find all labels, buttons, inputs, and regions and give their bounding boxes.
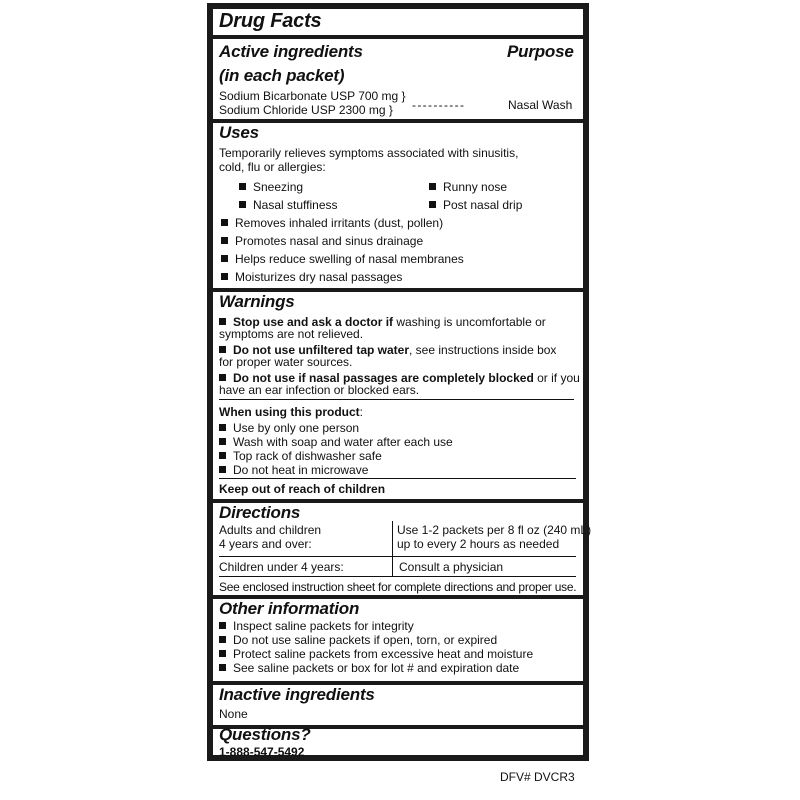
directions-note: See enclosed instruction sheet for complete directions and proper use. bbox=[219, 580, 577, 594]
other-information-heading: Other information bbox=[219, 599, 360, 618]
inactive-ingredients-text: None bbox=[219, 707, 248, 721]
bullet-icon bbox=[221, 219, 228, 226]
questions-heading: Questions? bbox=[219, 725, 311, 744]
ingredient-sodium-chloride: Sodium Chloride USP 2300 mg } bbox=[219, 103, 393, 117]
bullet-icon bbox=[429, 183, 436, 190]
drug-facts-panel bbox=[207, 3, 592, 761]
list-item: Nasal stuffiness bbox=[239, 198, 338, 212]
bullet-icon bbox=[429, 201, 436, 208]
directions-adults-label-line1: Adults and children bbox=[219, 523, 322, 537]
ingredient-sodium-bicarbonate: Sodium Bicarbonate USP 700 mg } bbox=[219, 89, 406, 103]
list-item: Runny nose bbox=[429, 180, 507, 194]
warnings-section bbox=[213, 292, 583, 499]
warning-stop-use-line2: symptoms are not relieved. bbox=[219, 327, 364, 341]
bullet-icon bbox=[221, 273, 228, 280]
warning-tap-water: Do not use unfiltered tap water, see instructions inside box bbox=[219, 343, 556, 357]
keep-out-of-reach: Keep out of reach of children bbox=[219, 482, 386, 496]
list-item: Use by only one person bbox=[219, 421, 359, 435]
list-item: Inspect saline packets for integrity bbox=[219, 619, 414, 633]
dfv-code: DFV# DVCR3 bbox=[500, 770, 575, 784]
uses-heading: Uses bbox=[219, 123, 259, 142]
bullet-icon bbox=[219, 622, 226, 629]
list-item: Removes inhaled irritants (dust, pollen) bbox=[221, 216, 443, 230]
list-item: Top rack of dishwasher safe bbox=[219, 449, 382, 463]
purpose-nasal-wash: Nasal Wash bbox=[508, 98, 573, 112]
directions-adults-label-line2: 4 years and over: bbox=[219, 537, 312, 551]
list-item: See saline packets or box for lot # and expiration date bbox=[219, 661, 519, 675]
uses-intro-line1: Temporarily relieves symptoms associated with sinusitis, bbox=[219, 146, 519, 160]
bullet-icon bbox=[219, 636, 226, 643]
directions-section bbox=[213, 503, 592, 595]
list-item: Do not use saline packets if open, torn, or expired bbox=[219, 633, 497, 647]
list-item: Wash with soap and water after each use bbox=[219, 435, 453, 449]
active-ingredients-heading: Active ingredients bbox=[219, 42, 363, 61]
column-divider bbox=[392, 521, 393, 577]
bullet-icon bbox=[219, 664, 226, 671]
active-ingredients-subheading: (in each packet) bbox=[219, 66, 345, 85]
divider bbox=[219, 399, 574, 400]
inactive-ingredients-section bbox=[213, 685, 583, 725]
directions-heading: Directions bbox=[219, 503, 301, 522]
title-section bbox=[213, 9, 583, 35]
directions-adults-dose-line1: Use 1-2 packets per 8 fl oz (240 mL) bbox=[397, 523, 592, 537]
questions-phone: 1-888-547-5492 bbox=[219, 745, 305, 759]
purpose-heading: Purpose bbox=[507, 42, 574, 61]
bullet-icon bbox=[221, 237, 228, 244]
bullet-icon bbox=[219, 466, 226, 473]
bullet-icon bbox=[239, 183, 246, 190]
divider bbox=[219, 576, 576, 577]
directions-adults-dose-line2: up to every 2 hours as needed bbox=[397, 537, 560, 551]
list-item: Sneezing bbox=[239, 180, 303, 194]
bullet-icon bbox=[219, 318, 226, 325]
warnings-heading: Warnings bbox=[219, 292, 295, 311]
divider bbox=[219, 556, 576, 557]
leader-dashes: - - - - - - - - - - bbox=[412, 98, 463, 112]
list-item: Post nasal drip bbox=[429, 198, 522, 212]
uses-section bbox=[213, 123, 583, 288]
bullet-icon bbox=[221, 255, 228, 262]
page-title: Drug Facts bbox=[219, 10, 322, 32]
list-item: Promotes nasal and sinus drainage bbox=[221, 234, 423, 248]
bullet-icon bbox=[219, 346, 226, 353]
warning-stop-use: Stop use and ask a doctor if washing is uncomfortable or bbox=[219, 315, 546, 329]
directions-children-label: Children under 4 years: bbox=[219, 560, 344, 574]
bullet-icon bbox=[219, 424, 226, 431]
list-item: Do not heat in microwave bbox=[219, 463, 368, 477]
warning-tap-water-line2: for proper water sources. bbox=[219, 355, 353, 369]
bullet-icon bbox=[219, 374, 226, 381]
divider bbox=[219, 478, 576, 479]
list-item: Helps reduce swelling of nasal membranes bbox=[221, 252, 464, 266]
bullet-icon bbox=[219, 650, 226, 657]
warning-blocked: Do not use if nasal passages are completely blocked or if you bbox=[219, 371, 580, 385]
uses-intro-line2: cold, flu or allergies: bbox=[219, 160, 326, 174]
list-item: Moisturizes dry nasal passages bbox=[221, 270, 402, 284]
bullet-icon bbox=[219, 438, 226, 445]
questions-section bbox=[213, 725, 583, 759]
directions-children-dose: Consult a physician bbox=[399, 560, 504, 574]
bullet-icon bbox=[239, 201, 246, 208]
bullet-icon bbox=[219, 452, 226, 459]
other-information-section bbox=[213, 599, 583, 681]
inactive-ingredients-heading: Inactive ingredients bbox=[219, 685, 375, 704]
warning-blocked-line2: have an ear infection or blocked ears. bbox=[219, 383, 420, 397]
list-item: Protect saline packets from excessive heat and moisture bbox=[219, 647, 533, 661]
when-using-heading: When using this product: bbox=[219, 405, 363, 419]
active-ingredients-section bbox=[213, 39, 583, 119]
